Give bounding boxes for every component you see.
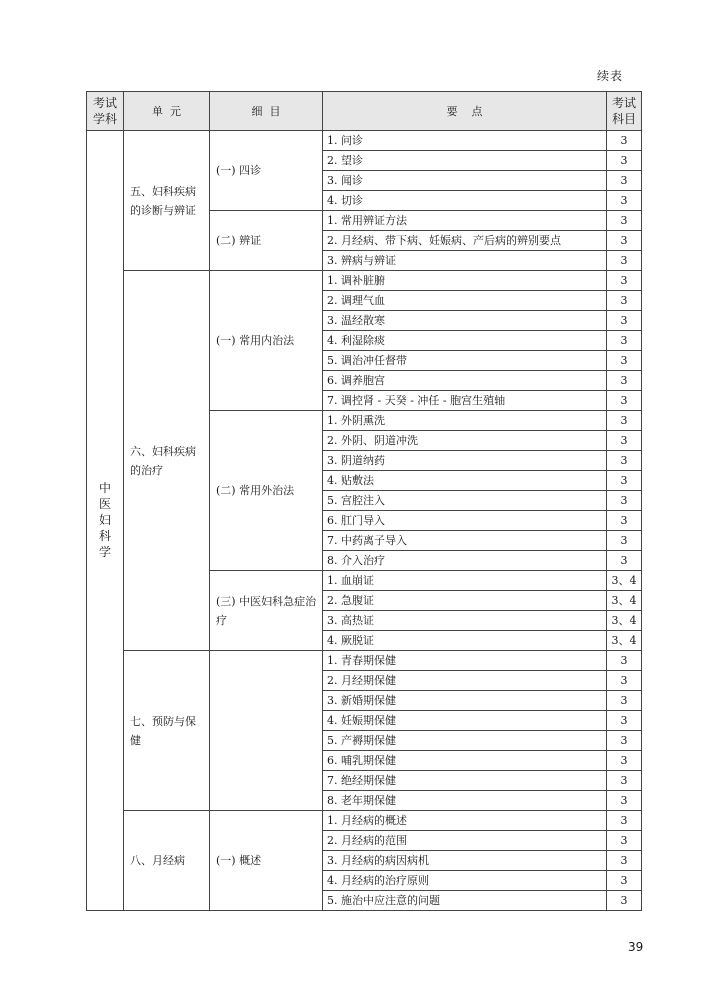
score-cell: 3 (607, 291, 642, 311)
score-cell: 3、4 (607, 571, 642, 591)
table-row (87, 271, 642, 291)
unit-cell: 七、预防与保健 (124, 651, 210, 811)
point-cell: 2. 月经期保健 (323, 671, 607, 691)
score-cell: 3、4 (607, 591, 642, 611)
point-cell: 6. 调养胞宫 (323, 371, 607, 391)
score-cell: 3 (607, 131, 642, 151)
score-cell: 3 (607, 151, 642, 171)
score-cell: 3 (607, 511, 642, 531)
score-cell: 3 (607, 371, 642, 391)
header-subject: 考试学科 (87, 92, 124, 131)
detail-cell: (一) 概述 (210, 811, 323, 911)
detail-cell: (二) 辨证 (210, 211, 323, 271)
table-row (87, 651, 642, 671)
point-cell: 4. 厥脱证 (323, 631, 607, 651)
score-cell: 3 (607, 391, 642, 411)
point-cell: 2. 月经病、带下病、妊娠病、产后病的辨别要点 (323, 231, 607, 251)
header-unit: 单 元 (124, 92, 210, 131)
point-cell: 1. 月经病的概述 (323, 811, 607, 831)
score-cell: 3 (607, 811, 642, 831)
score-cell: 3 (607, 871, 642, 891)
score-cell: 3 (607, 551, 642, 571)
score-cell: 3 (607, 691, 642, 711)
point-cell: 3. 闻诊 (323, 171, 607, 191)
detail-cell: (一) 四诊 (210, 131, 323, 211)
header-point: 要 点 (323, 92, 607, 131)
score-cell: 3 (607, 491, 642, 511)
score-cell: 3 (607, 531, 642, 551)
header-score: 考试科目 (607, 92, 642, 131)
detail-cell: (二) 常用外治法 (210, 411, 323, 571)
point-cell: 2. 调理气血 (323, 291, 607, 311)
point-cell: 4. 切诊 (323, 191, 607, 211)
score-cell: 3 (607, 731, 642, 751)
point-cell: 5. 宫腔注入 (323, 491, 607, 511)
score-cell: 3 (607, 191, 642, 211)
table-header-row (87, 92, 642, 131)
score-cell: 3、4 (607, 611, 642, 631)
score-cell: 3 (607, 771, 642, 791)
score-cell: 3、4 (607, 631, 642, 651)
page-number: 39 (628, 940, 644, 954)
point-cell: 1. 外阴熏洗 (323, 411, 607, 431)
score-cell: 3 (607, 471, 642, 491)
point-cell: 3. 辨病与辨证 (323, 251, 607, 271)
score-cell: 3 (607, 791, 642, 811)
score-cell: 3 (607, 171, 642, 191)
point-cell: 3. 温经散寒 (323, 311, 607, 331)
point-cell: 1. 调补脏腑 (323, 271, 607, 291)
point-cell: 7. 调控肾 - 天癸 - 冲任 - 胞宫生殖轴 (323, 391, 607, 411)
subject-cell: 中医妇科学 (87, 131, 124, 911)
score-cell: 3 (607, 431, 642, 451)
point-cell: 7. 中药离子导入 (323, 531, 607, 551)
detail-cell: (三) 中医妇科急症治疗 (210, 571, 323, 651)
score-cell: 3 (607, 851, 642, 871)
point-cell: 8. 介入治疗 (323, 551, 607, 571)
point-cell: 3. 阴道纳药 (323, 451, 607, 471)
point-cell: 3. 新婚期保健 (323, 691, 607, 711)
point-cell: 8. 老年期保健 (323, 791, 607, 811)
score-cell: 3 (607, 651, 642, 671)
point-cell: 3. 月经病的病因病机 (323, 851, 607, 871)
score-cell: 3 (607, 231, 642, 251)
detail-cell: (一) 常用内治法 (210, 271, 323, 411)
header-detail: 细 目 (210, 92, 323, 131)
point-cell: 5. 产褥期保健 (323, 731, 607, 751)
point-cell: 2. 急腹证 (323, 591, 607, 611)
score-cell: 3 (607, 831, 642, 851)
point-cell: 6. 肛门导入 (323, 511, 607, 531)
unit-cell: 八、月经病 (124, 811, 210, 911)
unit-cell: 六、妇科疾病的治疗 (124, 271, 210, 651)
point-cell: 6. 哺乳期保健 (323, 751, 607, 771)
continued-label: 续表 (597, 69, 624, 83)
unit-cell: 五、妇科疾病的诊断与辨证 (124, 131, 210, 271)
point-cell: 5. 施治中应注意的问题 (323, 891, 607, 911)
score-cell: 3 (607, 451, 642, 471)
point-cell: 2. 望诊 (323, 151, 607, 171)
score-cell: 3 (607, 251, 642, 271)
score-cell: 3 (607, 351, 642, 371)
syllabus-table (86, 91, 642, 911)
score-cell: 3 (607, 711, 642, 731)
score-cell: 3 (607, 891, 642, 911)
point-cell: 1. 血崩证 (323, 571, 607, 591)
point-cell: 4. 月经病的治疗原则 (323, 871, 607, 891)
point-cell: 1. 青春期保健 (323, 651, 607, 671)
point-cell: 2. 外阴、阴道冲洗 (323, 431, 607, 451)
point-cell: 1. 问诊 (323, 131, 607, 151)
point-cell: 4. 妊娠期保健 (323, 711, 607, 731)
score-cell: 3 (607, 671, 642, 691)
score-cell: 3 (607, 331, 642, 351)
score-cell: 3 (607, 211, 642, 231)
score-cell: 3 (607, 751, 642, 771)
point-cell: 4. 利湿除痰 (323, 331, 607, 351)
point-cell: 4. 贴敷法 (323, 471, 607, 491)
table-row (87, 811, 642, 831)
score-cell: 3 (607, 271, 642, 291)
point-cell: 5. 调治冲任督带 (323, 351, 607, 371)
score-cell: 3 (607, 411, 642, 431)
detail-cell (210, 651, 323, 811)
score-cell: 3 (607, 311, 642, 331)
point-cell: 2. 月经病的范围 (323, 831, 607, 851)
point-cell: 3. 高热证 (323, 611, 607, 631)
table-body (87, 131, 642, 911)
point-cell: 1. 常用辨证方法 (323, 211, 607, 231)
table-row (87, 131, 642, 151)
point-cell: 7. 绝经期保健 (323, 771, 607, 791)
